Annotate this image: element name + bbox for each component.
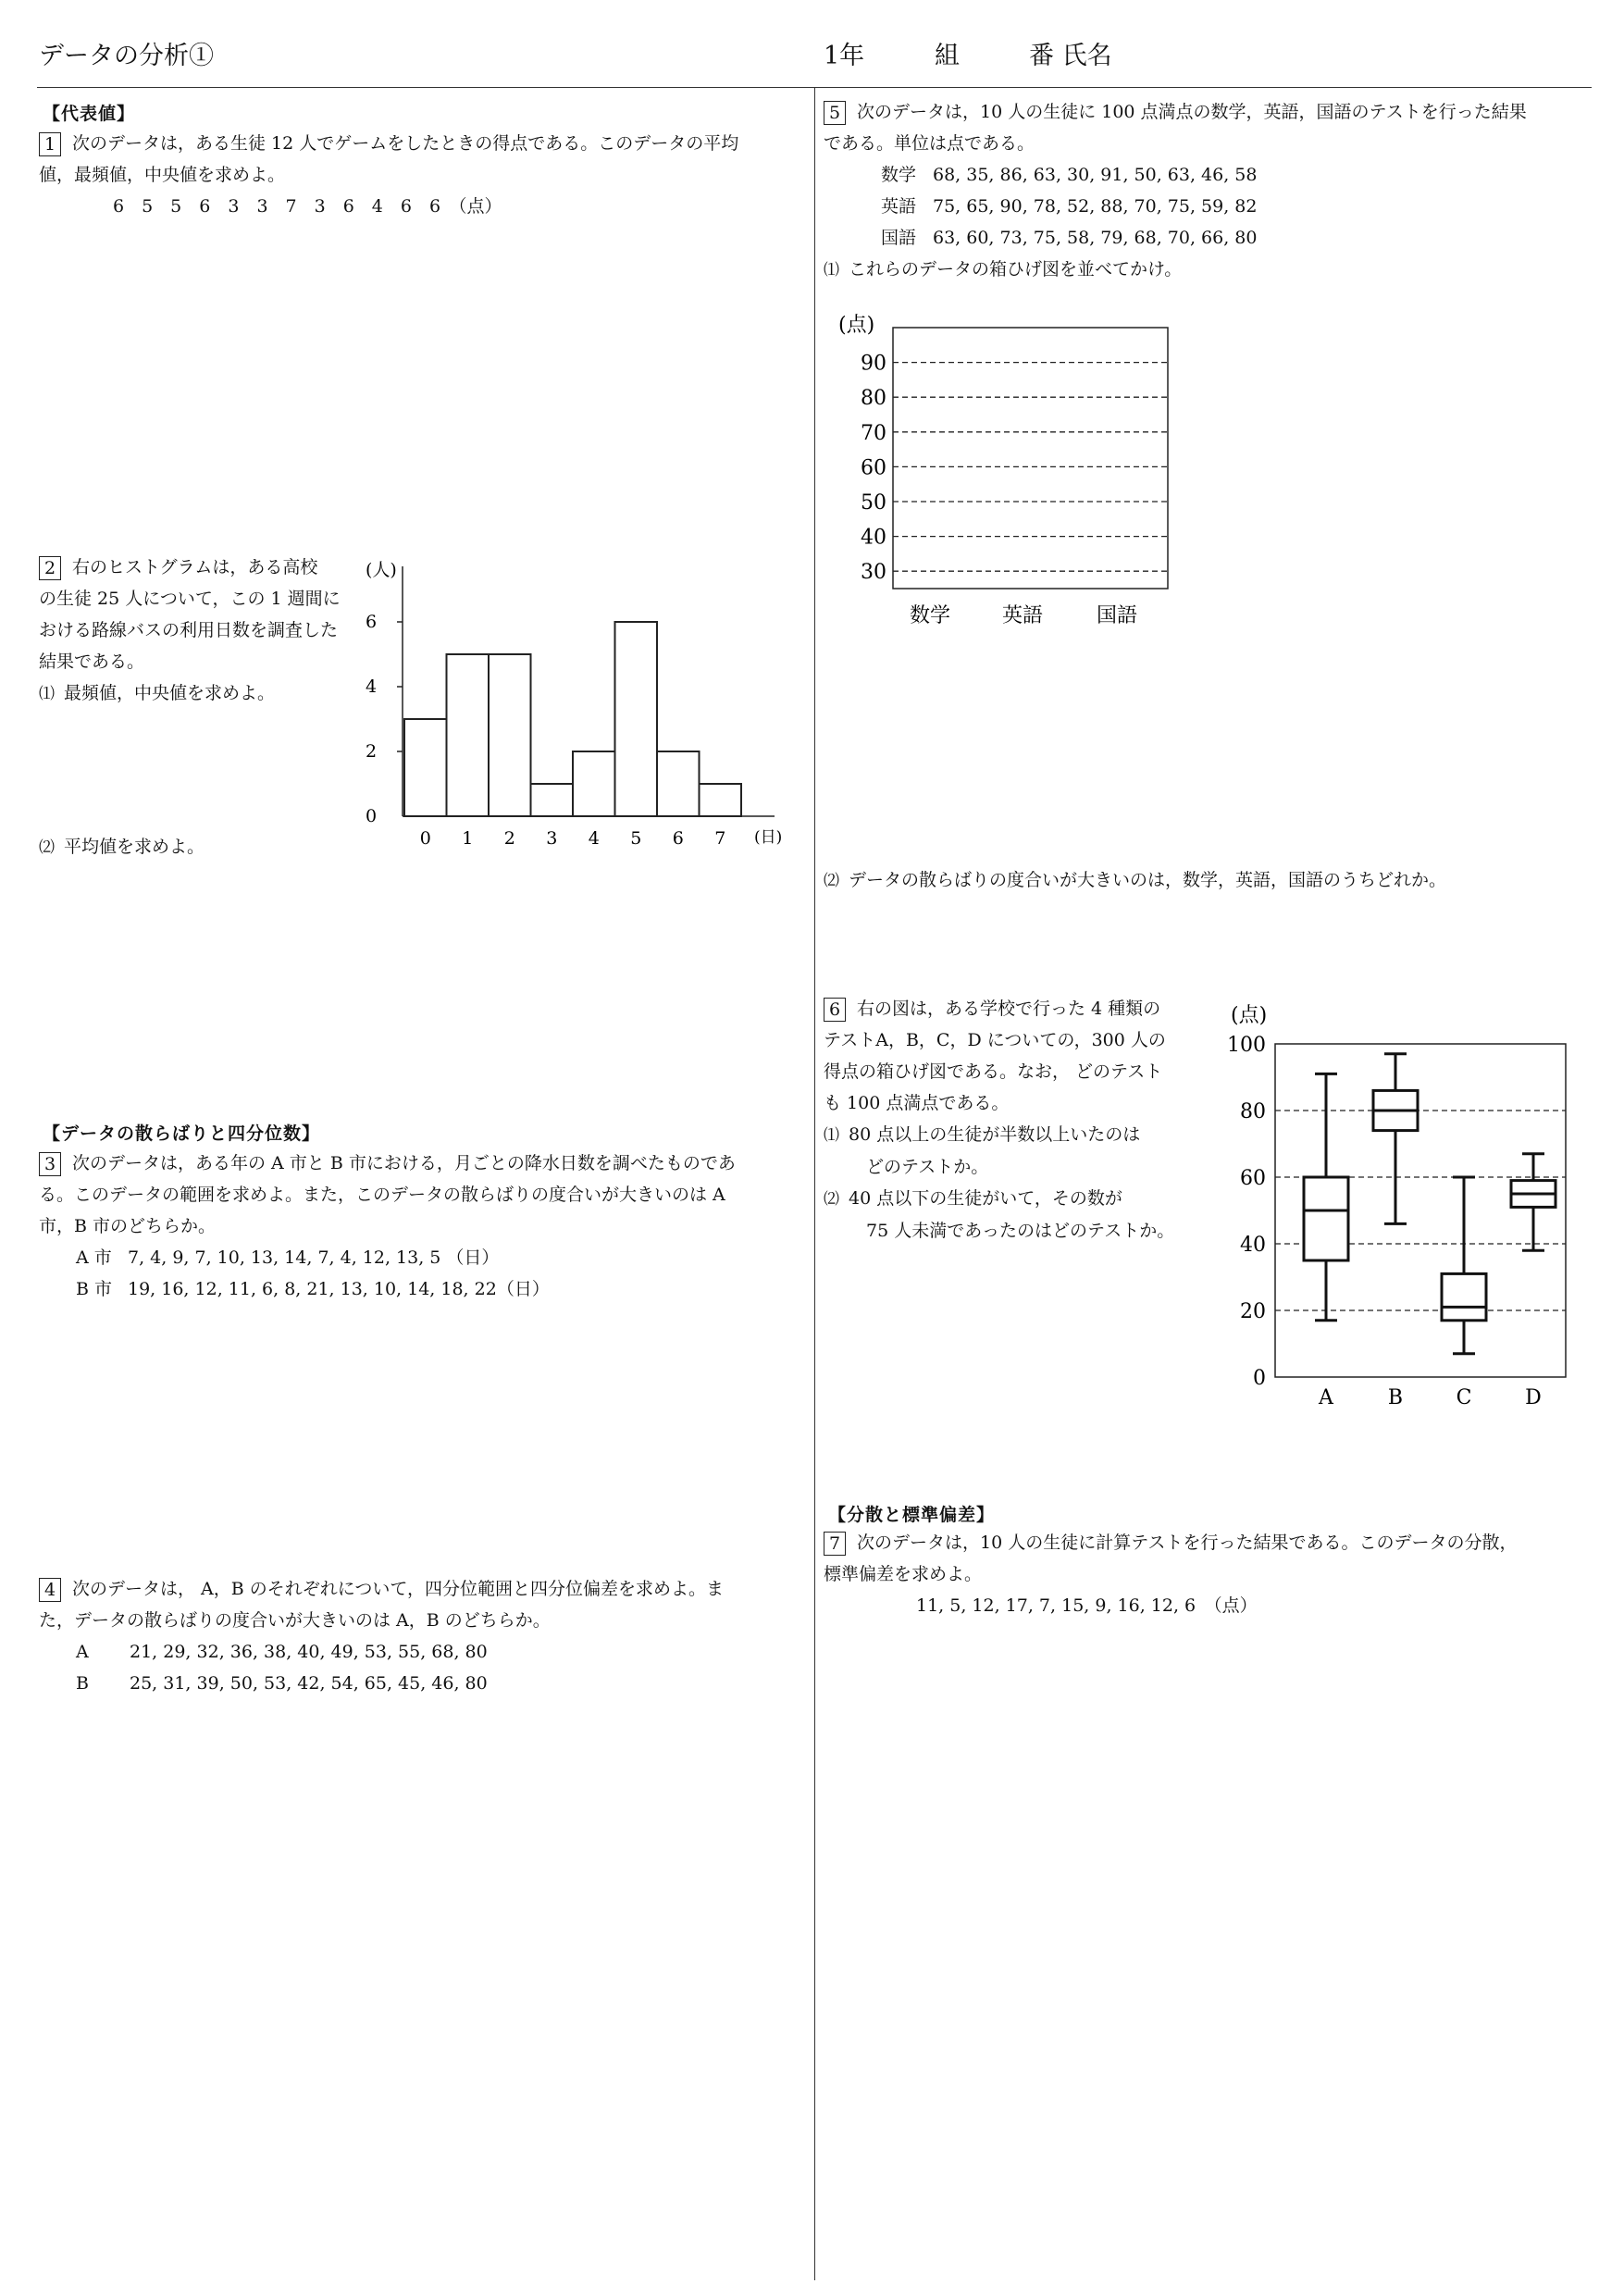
question-data: 11, 5, 12, 17, 7, 15, 9, 16, 12, 6 （点） (916, 1595, 1258, 1616)
question-number: 4 (39, 1578, 61, 1602)
question-text: の生徒 25 人について，この 1 週間に (39, 589, 341, 609)
subquestion-number: ⑴ (39, 685, 55, 703)
subquestion-number: ⑵ (824, 872, 839, 890)
y-tick-label: 60 (861, 456, 886, 480)
worksheet-title: データの分析① (39, 42, 214, 70)
subquestion-text: データの散らばりの度合いが大きいのは，数学，英語，国語のうちどれか。 (849, 870, 1447, 890)
question-5 (824, 96, 1527, 286)
section-heading-variance-std: 【分散と標準偏差】 (828, 1505, 996, 1525)
subject-scores: 68, 35, 86, 63, 30, 91, 50, 63, 46, 58 (933, 165, 1258, 185)
question-text: る。このデータの範囲を求めよ。また，このデータの散らばりの度合いが大きいのは A (39, 1185, 725, 1205)
histogram-y-tick-label: 0 (366, 806, 378, 826)
question-text: た，データの散らばりの度合いが大きいのは A，B のどちらか。 (39, 1610, 551, 1631)
y-tick-label: 40 (1240, 1234, 1266, 1257)
question-text: 標準偏差を求めよ。 (824, 1564, 983, 1584)
subquestion-number: ⑵ (39, 838, 55, 857)
y-tick-label: 80 (861, 387, 886, 411)
histogram-bar (489, 654, 531, 816)
subject-label: 数学 (881, 165, 917, 185)
question-number: 3 (39, 1152, 61, 1176)
data-label: B (76, 1673, 89, 1694)
boxplot-chart (1221, 999, 1573, 1407)
data-label: B 市 (76, 1279, 113, 1299)
x-category-label: 国語 (1096, 604, 1138, 627)
box-plot-D (1511, 1154, 1556, 1250)
subquestion-number: ⑴ (824, 261, 839, 279)
question-text: である。単位は点である。 (824, 133, 1035, 154)
question-number: 2 (39, 556, 61, 580)
y-tick-label: 50 (861, 491, 886, 515)
question-text: 次のデータは，10 人の生徒に 100 点満点の数学，英語，国語のテストを行った結果 (857, 102, 1527, 122)
histogram-y-unit: (人) (366, 560, 397, 580)
histogram-x-tick-label: 4 (588, 828, 600, 849)
question-text: 次のデータは，10 人の生徒に計算テストを行った結果である。このデータの分散， (857, 1533, 1518, 1553)
subquestion-number: ⑴ (824, 1126, 839, 1145)
question-text: 次のデータは，ある生徒 12 人でゲームをしたときの得点である。このデータの平均 (72, 133, 739, 154)
box-plot-B (1373, 1054, 1418, 1224)
histogram-x-tick-label: 5 (630, 828, 642, 849)
x-category-label: 英語 (1001, 604, 1044, 627)
subject-label: 国語 (881, 228, 917, 248)
histogram-x-tick-label: 6 (672, 828, 684, 849)
y-tick-label: 90 (861, 352, 886, 376)
question-text: おける路線バスの利用日数を調査した (39, 620, 339, 640)
histogram-x-tick-label: 7 (714, 828, 726, 849)
section-heading-dispersion-quartiles: 【データの散らばりと四分位数】 (43, 1123, 321, 1144)
x-category-label: B (1387, 1386, 1404, 1407)
question-7 (824, 1527, 1517, 1621)
question-4 (39, 1573, 724, 1699)
question-number: 7 (824, 1532, 846, 1556)
subquestion-text: 平均値を求めよ。 (64, 837, 205, 857)
histogram-bar (657, 751, 700, 816)
grade-label: 1年 (824, 42, 865, 70)
y-tick-label: 20 (1240, 1300, 1266, 1323)
box-plot-C (1442, 1177, 1486, 1354)
name-label: 番 氏名 (1029, 42, 1112, 70)
subquestion-text: 75 人未満であったのはどのテストか。 (866, 1221, 1175, 1241)
question-number: 6 (824, 998, 846, 1022)
subject-scores: 75, 65, 90, 78, 52, 88, 70, 75, 59, 82 (933, 196, 1258, 217)
question-5-part-2 (824, 864, 1446, 897)
histogram-bar (531, 784, 574, 816)
question-text: 右の図は，ある学校で行った 4 種類の (857, 999, 1161, 1019)
boxplot-y-unit: (点) (838, 314, 875, 337)
histogram-chart (366, 555, 791, 861)
question-text: 右のヒストグラムは，ある高校 (72, 557, 318, 577)
question-number: 1 (39, 132, 61, 156)
question-text: 値，最頻値，中央値を求めよ。 (39, 165, 286, 185)
subject-label: 英語 (881, 196, 917, 217)
data-values: 19, 16, 12, 11, 6, 8, 21, 13, 10, 14, 18, 22（日） (128, 1279, 550, 1299)
question-1 (39, 128, 738, 222)
subquestion-number: ⑵ (824, 1190, 839, 1209)
question-text: 次のデータは，ある年の A 市と B 市における，月ごとの降水日数を調べたものであ (72, 1153, 736, 1173)
plot-frame (893, 328, 1168, 589)
data-values: 21, 29, 32, 36, 38, 40, 49, 53, 55, 68, 80 (130, 1642, 488, 1662)
data-label: A (76, 1642, 89, 1662)
histogram-bar (404, 719, 447, 816)
question-text: 市，B 市のどちらか。 (39, 1216, 217, 1236)
x-category-label: 数学 (909, 604, 951, 627)
histogram-bar (615, 622, 658, 816)
histogram-y-tick-label: 2 (366, 741, 378, 762)
histogram-y-tick-label: 6 (366, 612, 378, 632)
subquestion-text: 最頻値，中央値を求めよ。 (64, 683, 276, 703)
histogram-x-tick-label: 3 (546, 828, 558, 849)
question-text: 結果である。 (39, 652, 145, 672)
section-heading-representative-values: 【代表値】 (43, 104, 136, 124)
histogram-bar (573, 751, 615, 816)
question-2 (39, 552, 341, 710)
question-text: 次のデータは， A，B のそれぞれについて，四分位範囲と四分位偏差を求めよ。ま (72, 1579, 725, 1599)
subquestion-text: これらのデータの箱ひげ図を並べてかけ。 (849, 259, 1183, 279)
data-values: 7, 4, 9, 7, 10, 13, 14, 7, 4, 12, 13, 5 （日） (128, 1247, 500, 1268)
histogram-bar (700, 784, 742, 816)
histogram-x-tick-label: 0 (419, 828, 431, 849)
question-text: も 100 点満点である。 (824, 1093, 1010, 1113)
subquestion-text: 40 点以下の生徒がいて，その数が (849, 1188, 1122, 1209)
boxplot-answer-frame (833, 309, 1184, 633)
question-2-part-2 (39, 831, 205, 863)
histogram-y-tick-label: 4 (366, 676, 378, 697)
y-tick-label: 0 (1253, 1367, 1266, 1390)
histogram-x-tick-label: 1 (462, 828, 474, 849)
subject-scores: 63, 60, 73, 75, 58, 79, 68, 70, 66, 80 (933, 228, 1258, 248)
question-number: 5 (824, 101, 846, 125)
question-3 (39, 1148, 736, 1305)
y-tick-label: 40 (861, 526, 886, 550)
question-data: 6 5 5 6 3 3 7 3 6 4 6 6 （点） (113, 196, 502, 217)
y-tick-label: 70 (861, 421, 886, 445)
y-tick-label: 60 (1240, 1167, 1266, 1190)
histogram-bar (447, 654, 490, 816)
x-category-label: A (1319, 1386, 1333, 1407)
question-6 (824, 993, 1174, 1247)
y-tick-label: 30 (861, 561, 886, 585)
data-values: 25, 31, 39, 50, 53, 42, 54, 65, 45, 46, 80 (130, 1673, 488, 1694)
column-divider (814, 87, 815, 2280)
boxplot-y-unit: (点) (1231, 1004, 1268, 1027)
subquestion-text: 80 点以上の生徒が半数以上いたのは (849, 1124, 1141, 1145)
histogram-x-unit: (日) (754, 828, 783, 847)
histogram-x-tick-label: 2 (503, 828, 515, 849)
x-category-label: C (1456, 1386, 1472, 1407)
question-text: テストA，B，C，D についての，300 人の (824, 1030, 1166, 1050)
question-text: 得点の箱ひげ図である。なお， どのテスト (824, 1061, 1163, 1082)
box (1442, 1273, 1486, 1320)
subquestion-text: どのテストか。 (866, 1157, 989, 1177)
y-tick-label: 100 (1227, 1034, 1266, 1057)
box (1304, 1177, 1348, 1260)
data-label: A 市 (76, 1247, 112, 1268)
class-label: 組 (935, 42, 960, 70)
y-tick-label: 80 (1240, 1100, 1266, 1123)
x-category-label: D (1525, 1386, 1542, 1407)
